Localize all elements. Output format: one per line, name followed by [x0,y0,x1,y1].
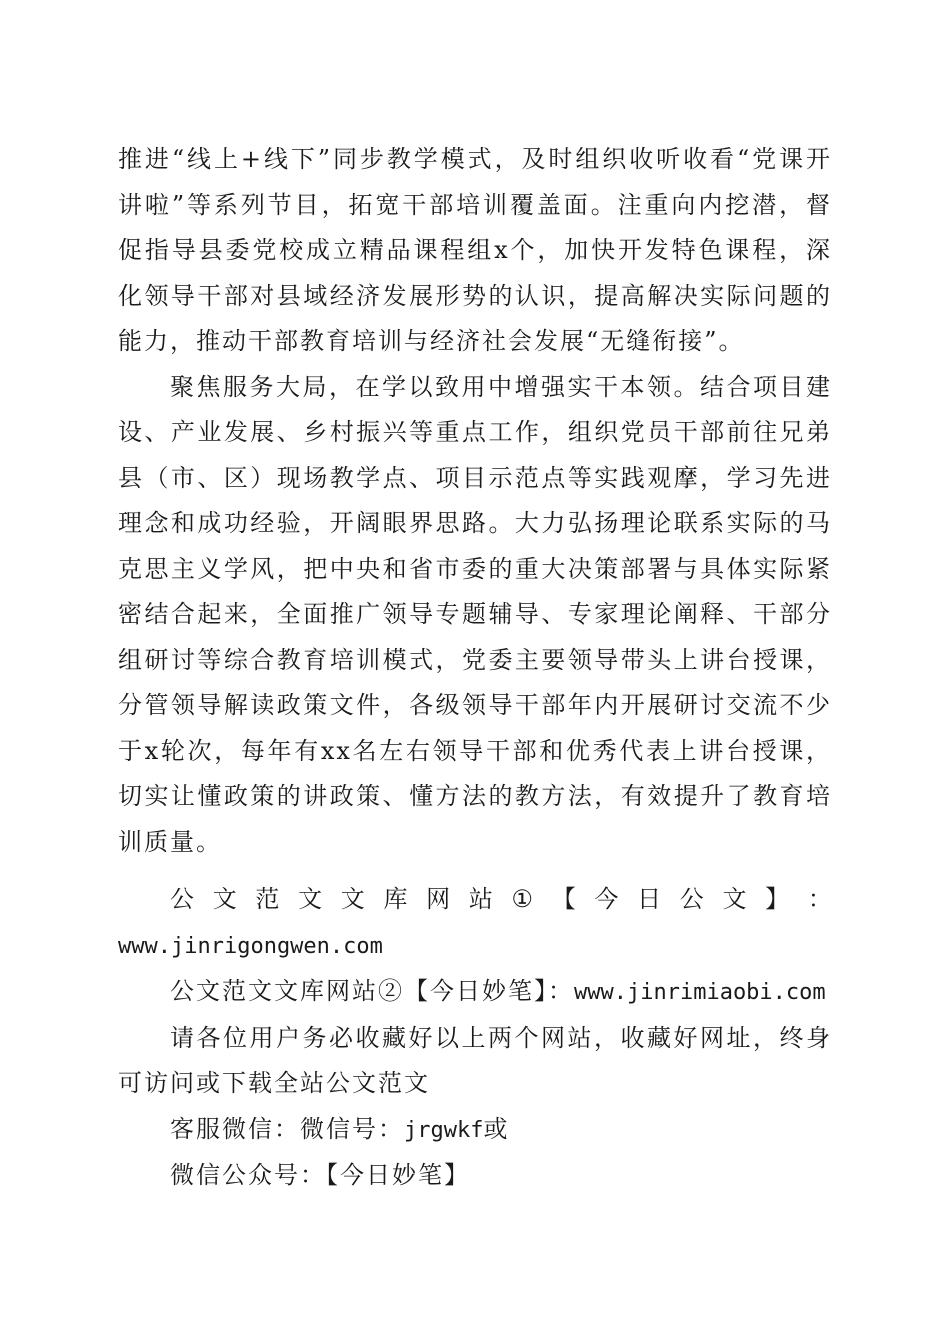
service-label: 客服微信：微信号： [170,1114,404,1143]
site1-char: 文 [212,885,237,913]
document-page [118,137,832,1199]
footer-block [118,877,832,1199]
site1-char: 】 [765,885,790,913]
site1-url-line [118,923,832,970]
site2-line [118,969,832,1016]
service-wechat-id: jrgwkf [404,1117,484,1143]
bookmark-notice: 请各位用户务必收藏好以上两个网站，收藏好网址，终身可访问或下载全站公文范文 [118,1023,832,1097]
site1-char: 文 [340,885,365,913]
body-paragraph-1: 推进“线上+线下”同步教学模式，及时组织收听收看“党课开讲啦”等系列节目，拓宽干部培训覆盖面。注重向内挖潜，督促指导县委党校成立精品课程组x个，加快开发特色课程，深化领导干部对县域经济发展形势的认识，提高解决实际问题的能力，推动干部教育培训与经济社会发展“无缝衔接”。 [118,145,832,355]
site1-char: 公 [679,885,704,913]
site1-char: 文 [298,885,323,913]
site1-char: 文 [722,885,747,913]
site1-char: 公 [170,885,194,913]
body-paragraph-2: 聚焦服务大局，在学以致用中增强实干本领。结合项目建设、产业发展、乡村振兴等重点工作，组织党员干部前往兄弟县（市、区）现场教学点、项目示范点等实践观摩，学习先进理念和成功经验，开阔眼界思路。大力弘扬理论联系实际的马克思主义学风，把中央和省市委的重大决策部署与具体实际紧密结合起来，全面推广领导专题辅导、专家理论阐释、干部分组研讨等综合教育培训模式，党委主要领导带头上讲台授课，分管领导解读政策文件，各级领导干部年内开展研讨交流不少于x轮次，每年有xx名左右领导干部和优秀代表上讲台授课，切实让懂政策的讲政策、懂方法的教方法，有效提升了教育培训质量。 [118,372,832,856]
site1-char: 库 [383,885,408,913]
site1-char: 网 [426,885,451,913]
service-suffix: 或 [483,1114,510,1143]
site1-char: 【 [551,885,576,913]
site2-label: 公文范文文库网站②【今日妙笔】： [170,977,574,1005]
public-account-line: 微信公众号：【今日妙笔】 [170,1161,470,1189]
site1-char: 站 [468,885,493,913]
site1-url[interactable]: www.jinrigongwen.com [118,933,383,959]
site1-char: 今 [594,885,619,913]
site1-char: ： [807,885,832,913]
site2-url[interactable]: www.jinrimiaobi.com [574,980,826,1005]
service-line [118,1107,832,1154]
site1-char: 日 [637,885,662,913]
site1-char: 范 [255,885,280,913]
site1-line [118,877,832,923]
site1-char: ① [511,885,534,913]
